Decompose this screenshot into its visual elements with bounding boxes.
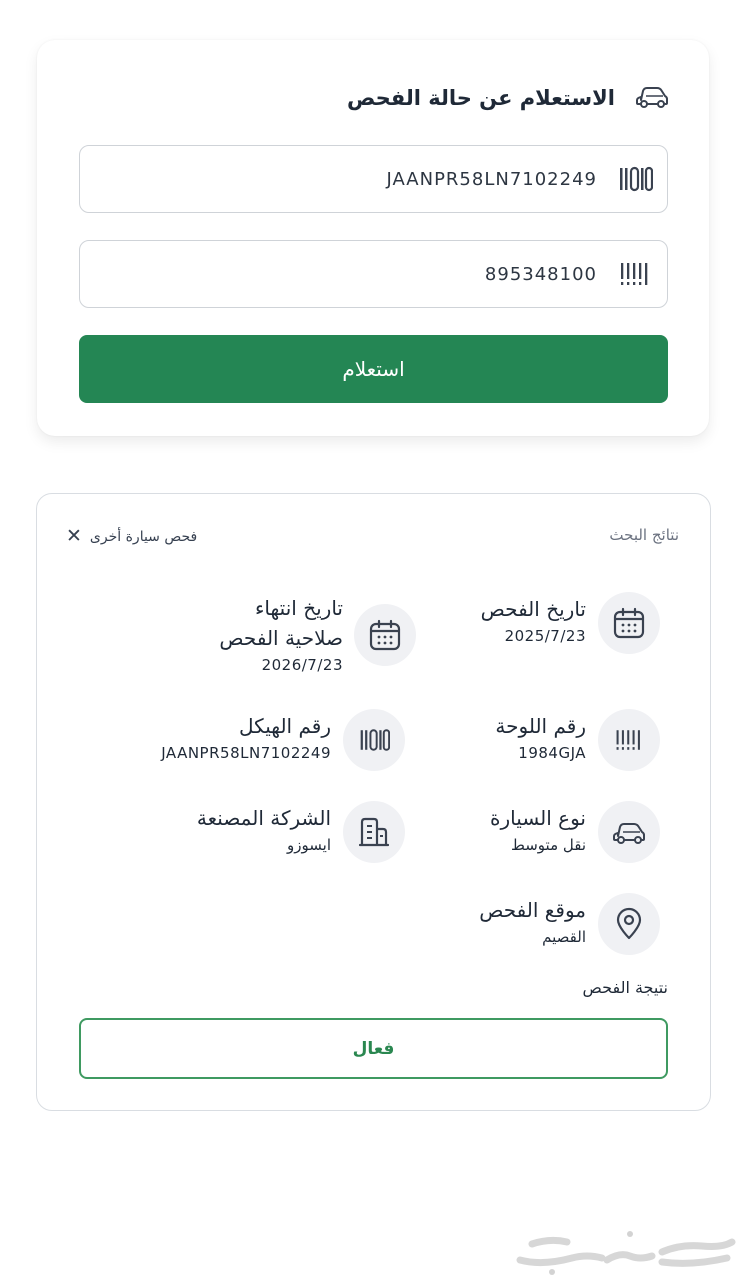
inspection-date-title: تاريخ الفحص [480,597,586,621]
barcode-icon [617,163,653,195]
plate-barcode-icon [617,258,653,290]
expiry-date-title-line1: تاريخ انتهاء [254,596,343,620]
chassis-value: JAANPR58LN7102249 [161,744,331,762]
query-title: الاستعلام عن حالة الفحص [346,86,615,110]
car-type-icon-wrap [598,801,660,863]
inspection-result-label: نتيجة الفحص [582,978,668,997]
check-other-car-label: فحص سيارة أخرى [89,528,198,545]
plate-title: رقم اللوحة [495,714,586,738]
manufacturer-icon-wrap [343,801,405,863]
chassis-icon-wrap [343,709,405,771]
inspection-result-status: فعال [79,1018,668,1079]
query-submit-button[interactable]: استعلام [79,335,668,403]
car-icon [635,82,669,110]
expiry-date-value: 2026/7/23 [261,656,343,674]
expiry-date-title-line2: صلاحية الفحص [219,626,343,650]
plate-value: 1984GJA [518,744,586,762]
vin-input[interactable] [79,145,668,213]
plate-barcode-icon [613,725,645,755]
inspection-date-value: 2025/7/23 [504,627,586,645]
number-input-value: 895348100 [484,263,597,285]
location-icon-wrap [598,893,660,955]
inspection-date-icon-wrap [598,592,660,654]
location-pin-icon [614,907,644,941]
barcode-icon [358,725,390,755]
car-icon [612,818,646,846]
location-value: القصيم [542,928,586,946]
location-title: موقع الفحص [479,898,586,922]
vin-input-value: JAANPR58LN7102249 [386,168,597,190]
chassis-title: رقم الهيكل [239,714,331,738]
close-icon: ✕ [66,525,82,547]
building-icon [359,816,389,848]
manufacturer-title: الشركة المصنعة [196,806,331,830]
number-input[interactable] [79,240,668,308]
calendar-icon [368,618,402,652]
calendar-icon [612,606,646,640]
car-type-title: نوع السيارة [490,806,586,830]
check-other-car-button[interactable] [66,527,197,546]
plate-icon-wrap [598,709,660,771]
car-type-value: نقل متوسط [510,836,586,854]
manufacturer-value: ايسوزو [287,836,331,854]
expiry-date-icon-wrap [354,604,416,666]
results-section-label: نتائج البحث [609,526,679,544]
haraj-logo [512,1222,737,1276]
